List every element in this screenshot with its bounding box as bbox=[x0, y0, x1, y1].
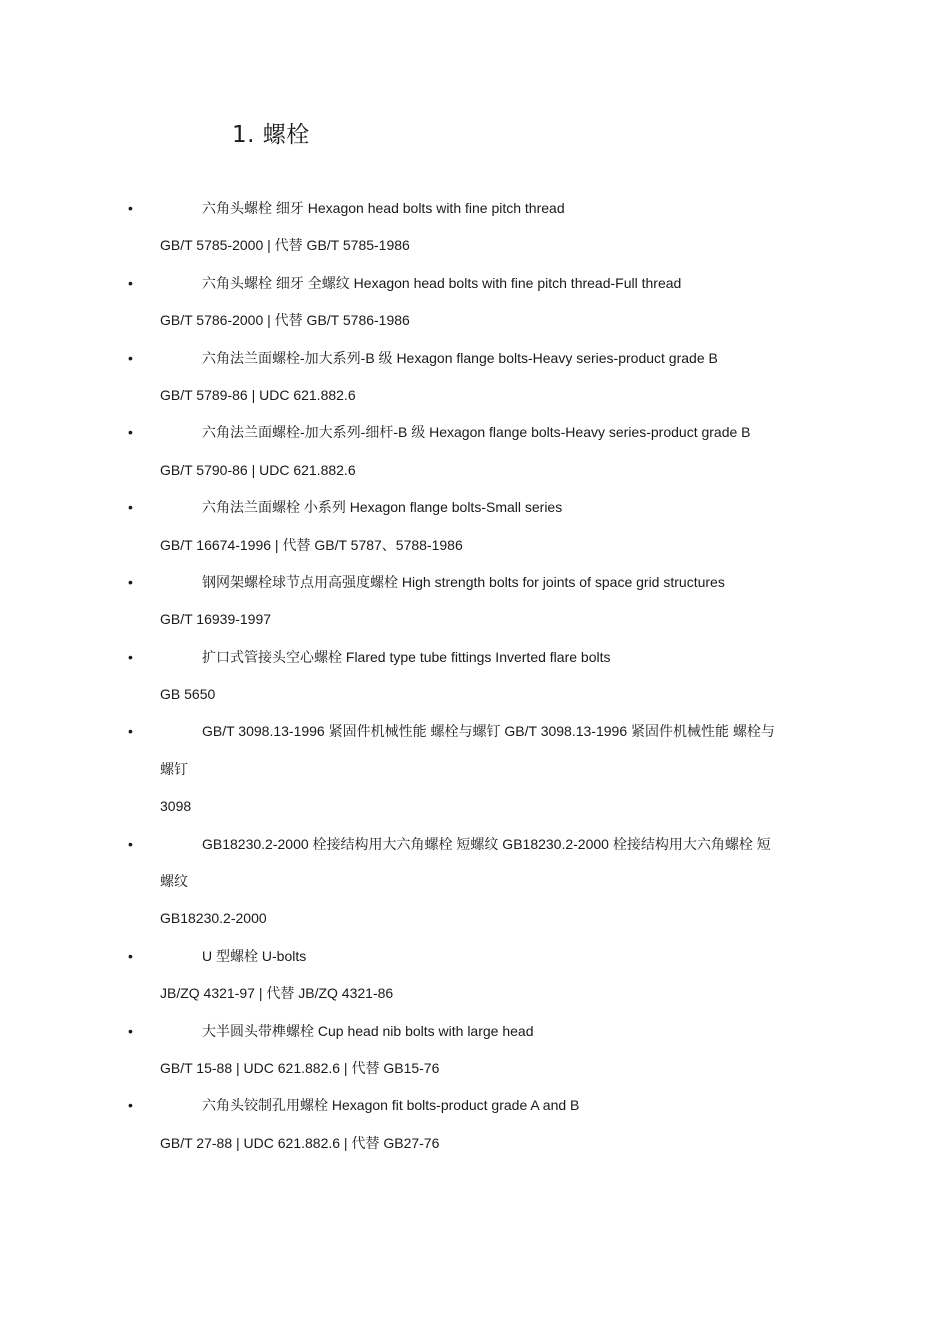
bullet-icon: • bbox=[128, 835, 133, 852]
list-item bbox=[0, 340, 950, 415]
list-item-title-line bbox=[0, 190, 950, 227]
list-item bbox=[0, 190, 950, 265]
list-item-title: 扩口式管接头空心螺栓 Flared type tube fittings Inverted flare bolts bbox=[202, 648, 611, 665]
list-item bbox=[0, 938, 950, 1013]
list-item-standard-code: GB/T 15-88 | UDC 621.882.6 | 代替 GB15-76 bbox=[160, 1059, 440, 1076]
list-item bbox=[0, 713, 950, 825]
list-item-title-continuation: 螺纹 bbox=[160, 873, 188, 890]
list-item-standard-code: GB/T 27-88 | UDC 621.882.6 | 代替 GB27-76 bbox=[160, 1134, 440, 1151]
list-item-title: 六角头铰制孔用螺栓 Hexagon fit bolts-product grade A and B bbox=[202, 1097, 580, 1114]
bullet-icon: • bbox=[128, 573, 133, 590]
list-item-title: 六角法兰面螺栓-加大系列-B 级 Hexagon flange bolts-Heavy series-product grade B bbox=[202, 349, 718, 366]
list-item-title: 六角法兰面螺栓 小系列 Hexagon flange bolts-Small series bbox=[202, 499, 563, 516]
list-item-title-line bbox=[0, 489, 950, 526]
list-item-title-continuation: 螺钉 bbox=[160, 760, 188, 777]
list-item-title: 大半圆头带榫螺栓 Cup head nib bolts with large head bbox=[202, 1022, 534, 1039]
list-item bbox=[0, 639, 950, 714]
list-item-standard-code: GB/T 16939-1997 bbox=[160, 611, 272, 628]
bullet-icon: • bbox=[128, 947, 133, 964]
bullet-icon: • bbox=[128, 349, 133, 366]
bullet-icon: • bbox=[128, 274, 133, 291]
bullet-icon: • bbox=[128, 723, 133, 740]
list-item-title: 六角头螺栓 细牙 Hexagon head bolts with fine pitch thread bbox=[202, 200, 565, 216]
list-item-title-line bbox=[0, 265, 950, 302]
list-item bbox=[0, 1087, 950, 1162]
list-item-title-line bbox=[0, 826, 950, 863]
list-item-standard-code: GB/T 16674-1996 | 代替 GB/T 5787、5788-1986 bbox=[160, 536, 463, 553]
bullet-icon: • bbox=[128, 1097, 133, 1114]
list-item-title: 六角头螺栓 细牙 全螺纹 Hexagon head bolts with fine pitch thread-Full thread bbox=[202, 274, 682, 291]
list-item-title-line bbox=[0, 1087, 950, 1124]
list-item-title-line bbox=[0, 1013, 950, 1050]
list-item bbox=[0, 414, 950, 489]
list-item-standard-code: GB/T 5789-86 | UDC 621.882.6 bbox=[160, 386, 356, 403]
bullet-icon: • bbox=[128, 499, 133, 516]
list-item-title: U 型螺栓 U-bolts bbox=[202, 947, 307, 964]
list-item-standard-code: 3098 bbox=[160, 798, 192, 815]
bullet-icon: • bbox=[128, 424, 133, 441]
list-item-title-line bbox=[0, 713, 950, 750]
list-item-title-line bbox=[0, 564, 950, 601]
list-item-standard-code: GB18230.2-2000 bbox=[160, 910, 267, 927]
list-item-standard-code: GB/T 5785-2000 | 代替 GB/T 5785-1986 bbox=[160, 237, 410, 254]
bullet-icon: • bbox=[128, 1022, 133, 1039]
bolt-standards-list bbox=[0, 190, 950, 1162]
list-item-standard-code: GB/T 5790-86 | UDC 621.882.6 bbox=[160, 461, 356, 478]
list-item bbox=[0, 1013, 950, 1088]
list-item-title: 六角法兰面螺栓-加大系列-细杆-B 级 Hexagon flange bolts-Heavy series-product grade B bbox=[202, 424, 751, 441]
list-item bbox=[0, 564, 950, 639]
list-item-title: GB18230.2-2000 栓接结构用大六角螺栓 短螺纹 GB18230.2-2000 栓接结构用大六角螺栓 短 bbox=[202, 835, 771, 852]
bullet-icon: • bbox=[128, 648, 133, 665]
list-item-title-line bbox=[0, 414, 950, 451]
list-item bbox=[0, 265, 950, 340]
list-item-standard-code: JB/ZQ 4321-97 | 代替 JB/ZQ 4321-86 bbox=[160, 985, 394, 1002]
section-heading: 1. 螺栓 bbox=[232, 122, 310, 148]
list-item-title-line bbox=[0, 639, 950, 676]
list-item-title: GB/T 3098.13-1996 紧固件机械性能 螺栓与螺钉 GB/T 3098.13-1996 紧固件机械性能 螺栓与 bbox=[202, 723, 775, 740]
list-item-title-line bbox=[0, 938, 950, 975]
list-item-standard-code: GB/T 5786-2000 | 代替 GB/T 5786-1986 bbox=[160, 312, 410, 329]
list-item bbox=[0, 489, 950, 564]
list-item-title: 钢网架螺栓球节点用高强度螺栓 High strength bolts for joints of space grid structures bbox=[202, 573, 725, 590]
bullet-icon: • bbox=[128, 200, 133, 216]
list-item-standard-code: GB 5650 bbox=[160, 686, 216, 703]
list-item bbox=[0, 826, 950, 938]
list-item-title-line bbox=[0, 340, 950, 377]
